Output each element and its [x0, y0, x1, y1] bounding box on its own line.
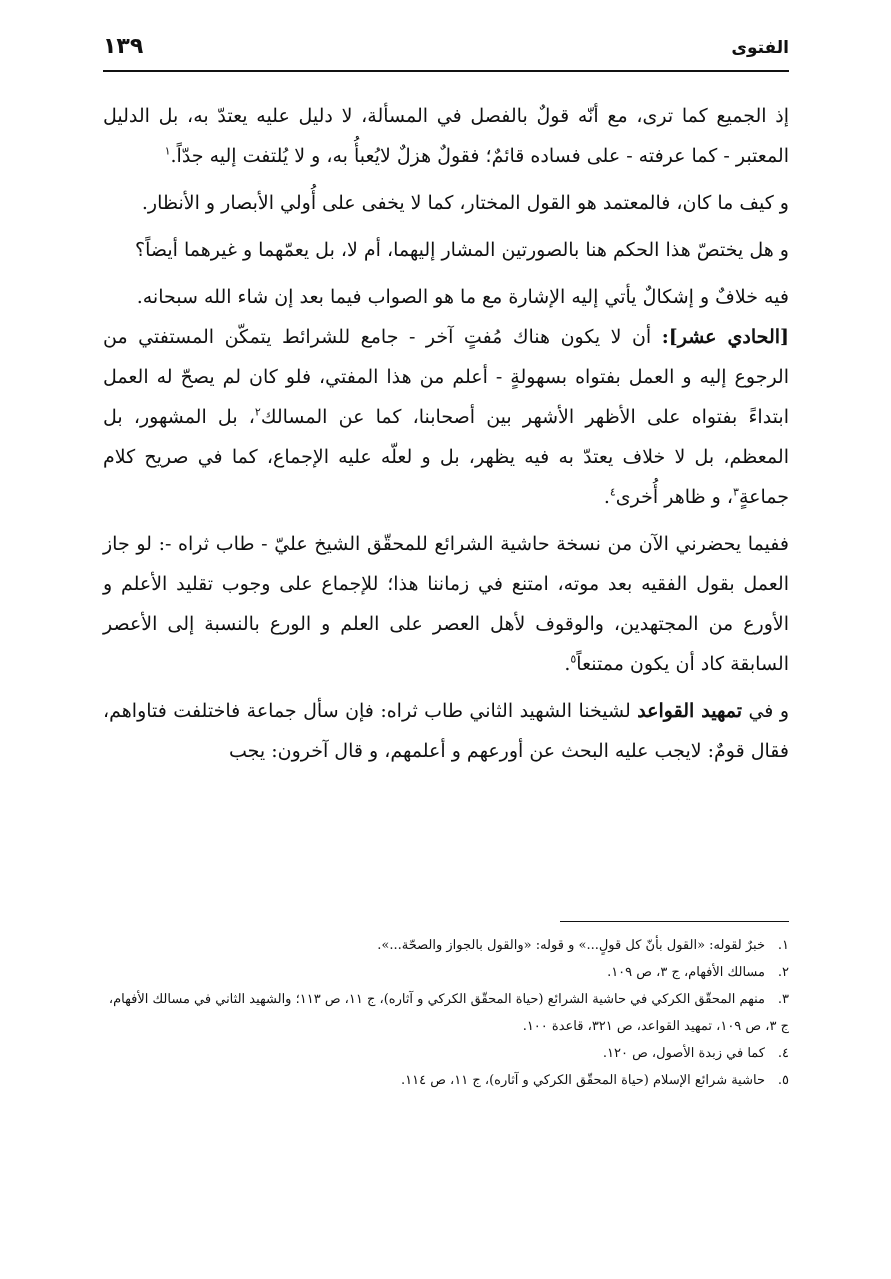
paragraph-1: إذ الجميع كما ترى، مع أنّه قولٌ بالفصل في المسألة، لا دليل عليه يعتدّ به، بل الدليل المعتبر - كما عرفته - على فساده قائمٌ؛ فقولٌ هزلٌ لايُعبأُ به، و لا يُلتفت إليه جدّاً.$^١$	[103, 105, 789, 167]
footnote-2: ٢.مسالك الأفهام، ج ٣، ص ١٠٩.	[607, 965, 789, 980]
book-title-reference: تمهيد القواعد	[637, 700, 743, 722]
footnote-3: ٣.منهم المحقّق الكركي في حاشية الشرائع (حياة المحقّق الكركي و آثاره)، ج ١١، ص ١١٣؛ والشهيد الثاني في مسالك الأفهام، ج ٣، ص ١٠٩، تمهيد القواعد، ص ٣٢١، قاعدة ١٠٠.	[108, 992, 789, 1034]
footnote-4: ٤.كما في زبدة الأصول، ص ١٢٠.	[602, 1046, 789, 1061]
footnote-ref-3: ٣	[733, 485, 739, 499]
paragraph-7: و في تمهيد القواعد لشيخنا الشهيد الثاني طاب ثراه: فإن سأل جماعة فاختلفت فتاواهم، فقال قومٌ: لايجب عليه البحث عن أورعهم و أعلمهم، و قال آخرون: يجب	[103, 700, 790, 762]
running-title: الفتوى	[731, 38, 789, 58]
footnote-ref-2: ٢	[254, 405, 261, 419]
header-rule	[103, 70, 789, 72]
footnote-rule	[560, 921, 789, 922]
paragraph-6: ففيما يحضرني الآن من نسخة حاشية الشرائع للمحقّق الشيخ عليّ - طاب ثراه -: لو جاز العمل بقول الفقيه بعد موته، امتنع في زماننا هذا؛ للإجماع على وجوب تقليد الأعلم و الأورع من المجتهدين، والوقوف لأهل العصر على العلم و الورع بالنسبة إلى الأعصر السابقة كاد أن يكون ممتنعاً$^٥$.	[103, 533, 789, 675]
page-header	[103, 30, 789, 70]
footnote-ref-1: ١	[164, 144, 171, 158]
footnote-5: ٥.حاشية شرائع الإسلام (حياة المحقّق الكركي و آثاره)، ج ١١، ص ١١٤.	[400, 1073, 789, 1088]
paragraph-4: فيه خلافٌ و إشكالٌ يأتي إليه الإشارة مع ما هو الصواب فيما بعد إن شاء الله سبحانه. [الحادي عشر]: أن لا يكون هناك مُفتٍ آخر - جامع للشرائط يتمكّن المستفتي من الرجوع إليه و العمل بفتواه بسهولةٍ - أعلم من هذا المفتي، فلو كان لم يصحّ له العمل ابتداءً بفتواه على الأظهر الأشهر بين أصحابنا، كما عن المسالك$^٢$، بل المشهور، بل المعظم، بل لا خلاف يعتدّ به فيه يظهر، بل و لعلّه عليه الإجماع، كما في صريح كلام جماعةٍ$^٣$، و ظاهر أُخرى$^٤$.	[103, 286, 789, 508]
section-label: [الحادي عشر]:	[661, 326, 789, 348]
footnote-ref-4: ٤	[609, 485, 616, 499]
footnote-1: ١.خبرٌ لقوله: «القول بأنّ كل قولٍ...» و قوله: «والقول بالجواز والصحّة...».	[377, 938, 789, 953]
footnote-ref-5: ٥	[570, 652, 577, 666]
page-number: ١٣٩	[103, 34, 144, 59]
paragraph-2: و كيف ما كان، فالمعتمد هو القول المختار، كما لا يخفى على أُولي الأبصار و الأنظار.	[141, 192, 789, 214]
paragraph-3: و هل يختصّ هذا الحكم هنا بالصورتين المشار إليهما، أم لا، بل يعمّهما و غيرهما أيضاً؟	[135, 239, 789, 261]
body-text	[103, 96, 789, 771]
footnotes	[103, 932, 789, 1094]
